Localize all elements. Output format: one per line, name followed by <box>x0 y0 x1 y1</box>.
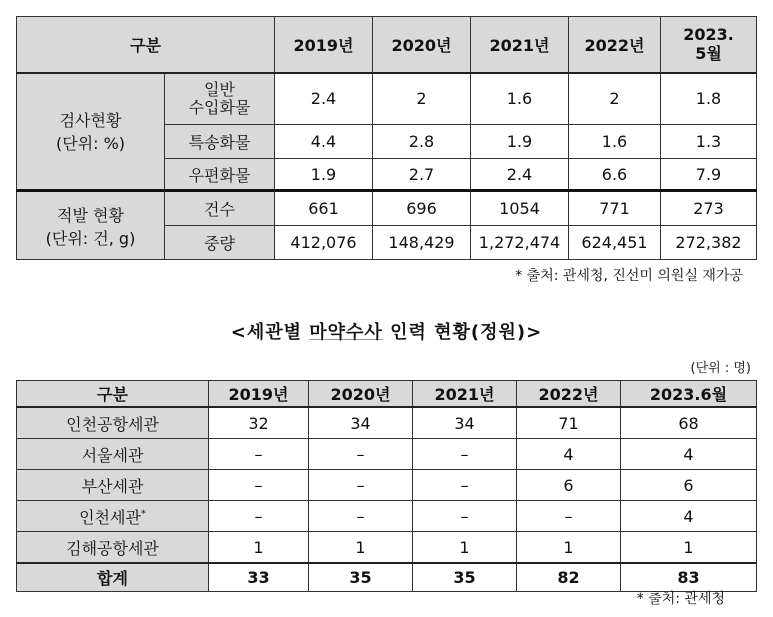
cell-value: 1054 <box>471 191 569 226</box>
t1-header-year: 2021년 <box>471 17 569 73</box>
t2-header-year: 2019년 <box>209 381 309 408</box>
t2-header-year: 2023.6월 <box>621 381 757 408</box>
cell-value: 1.3 <box>661 125 757 159</box>
cell-value: – <box>209 439 309 470</box>
t1-header-year: 2019년 <box>275 17 373 73</box>
cell-value: 272,382 <box>661 226 757 260</box>
narcotics-staff-table <box>16 380 757 592</box>
customs-office-label: 서울세관 <box>17 439 209 470</box>
customs-office-label-cell <box>17 501 209 532</box>
total-value: 35 <box>309 563 413 592</box>
cell-value: 71 <box>517 407 621 439</box>
t1-header-year: 2022년 <box>569 17 661 73</box>
customs-office-label: 인천세관 <box>79 507 141 527</box>
cell-value: 1 <box>413 532 517 564</box>
cell-value: 661 <box>275 191 373 226</box>
table1-source-note: * 출처: 관세청, 진선미 의원실 재가공 <box>515 268 743 284</box>
inspection-group-label <box>17 73 165 191</box>
customs-office-label: 인천공항세관 <box>17 407 209 439</box>
table2-title <box>0 318 773 344</box>
cell-value: 34 <box>309 407 413 439</box>
customs-office-label: 김해공항세관 <box>17 532 209 564</box>
inspection-group-unit: (단위: %) <box>55 134 126 154</box>
total-value: 35 <box>413 563 517 592</box>
footnote-mark: * <box>140 508 146 520</box>
total-value: 33 <box>209 563 309 592</box>
cell-value: – <box>309 439 413 470</box>
row-label: 건수 <box>165 191 275 226</box>
cell-value: 771 <box>569 191 661 226</box>
customs-office-label: 부산세관 <box>17 470 209 501</box>
cell-value: – <box>209 501 309 532</box>
row-label: 일반 수입화물 <box>165 73 275 125</box>
cell-value: 1 <box>517 532 621 564</box>
cell-value: 68 <box>621 407 757 439</box>
cell-value: – <box>309 501 413 532</box>
cell-value: – <box>413 501 517 532</box>
cell-value: 1.8 <box>661 73 757 125</box>
cell-value: 32 <box>209 407 309 439</box>
cell-value: 273 <box>661 191 757 226</box>
cell-value: 4.4 <box>275 125 373 159</box>
cell-value: 624,451 <box>569 226 661 260</box>
table2-unit: (단위 : 명) <box>690 361 751 376</box>
cell-value: 1 <box>621 532 757 564</box>
t1-header-category: 구분 <box>17 17 275 73</box>
cell-value: 4 <box>621 439 757 470</box>
cell-value: 2 <box>569 73 661 125</box>
cell-value: – <box>517 501 621 532</box>
cell-value: 412,076 <box>275 226 373 260</box>
table2-source-note: * 출처: 관세청 <box>636 591 725 607</box>
cell-value: 2.4 <box>275 73 373 125</box>
t2-header-year: 2022년 <box>517 381 621 408</box>
inspection-detection-table <box>16 16 757 260</box>
t2-header-category: 구분 <box>17 381 209 408</box>
cell-value: 1 <box>209 532 309 564</box>
t2-header-year: 2020년 <box>309 381 413 408</box>
row-label: 특송화물 <box>165 125 275 159</box>
cell-value: – <box>309 470 413 501</box>
inspection-group-title: 검사현황 <box>59 111 122 131</box>
t1-header-year: 2020년 <box>373 17 471 73</box>
cell-value: 2.7 <box>373 159 471 191</box>
cell-value: 1.6 <box>471 73 569 125</box>
cell-value: 2.8 <box>373 125 471 159</box>
cell-value: 4 <box>517 439 621 470</box>
cell-value: 1.6 <box>569 125 661 159</box>
cell-value: 6 <box>621 470 757 501</box>
cell-value: 148,429 <box>373 226 471 260</box>
cell-value: – <box>413 470 517 501</box>
t2-header-year: 2021년 <box>413 381 517 408</box>
cell-value: – <box>209 470 309 501</box>
cell-value: 6.6 <box>569 159 661 191</box>
t1-header-year: 2023. 5월 <box>661 17 757 73</box>
cell-value: 34 <box>413 407 517 439</box>
total-value: 83 <box>621 563 757 592</box>
detection-group-title: 적발 현황 <box>57 205 124 225</box>
cell-value: 6 <box>517 470 621 501</box>
total-label: 합계 <box>17 563 209 592</box>
row-label: 중량 <box>165 226 275 260</box>
cell-value: 1 <box>309 532 413 564</box>
cell-value: 696 <box>373 191 471 226</box>
detection-group-label <box>17 191 165 260</box>
cell-value: 1.9 <box>471 125 569 159</box>
cell-value: 1,272,474 <box>471 226 569 260</box>
cell-value: 2.4 <box>471 159 569 191</box>
detection-group-unit: (단위: 건, g) <box>45 228 136 248</box>
table2-title-suffix: 인력 현황(정원)> <box>382 322 543 343</box>
table2-title-underlined: 마약수사 <box>309 322 383 343</box>
table2-title-prefix: <세관별 <box>230 322 310 343</box>
cell-value: 2 <box>373 73 471 125</box>
row-label: 우편화물 <box>165 159 275 191</box>
total-value: 82 <box>517 563 621 592</box>
cell-value: 7.9 <box>661 159 757 191</box>
cell-value: 1.9 <box>275 159 373 191</box>
cell-value: – <box>413 439 517 470</box>
cell-value: 4 <box>621 501 757 532</box>
